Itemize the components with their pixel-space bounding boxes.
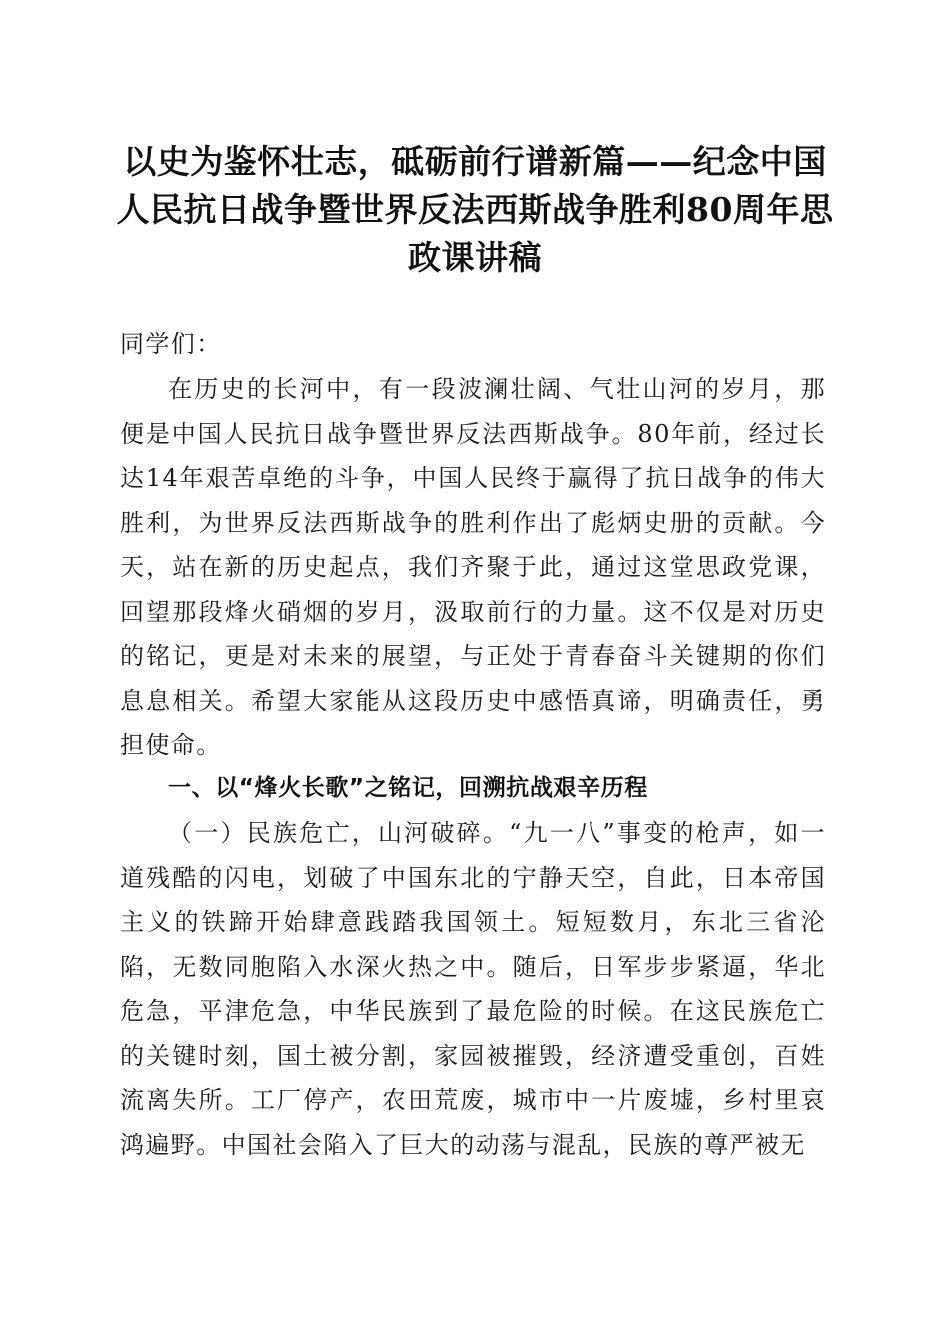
intro-paragraph: 在历史的长河中，有一段波澜壮阔、气壮山河的岁月，那便是中国人民抗日战争暨世界反法西斯战争。80年前，经过长达14年艰苦卓绝的斗争，中国人民终于赢得了抗日战争的伟大胜利，为世界反法西斯战争的胜利作出了彪炳史册的贡献。今天，站在新的历史起点，我们齐聚于此，通过这堂思政党课，回望那段烽火硝烟的岁月，汲取前行的力量。这不仅是对历史的铭记，更是对未来的展望，与正处于青春奋斗关键期的你们息息相关。希望大家能从这段历史中感悟真谛，明确责任，勇担使命。	[120, 375, 826, 759]
salutation: 同学们：	[120, 330, 222, 358]
section-heading: 一、以“烽火长歌”之铭记，回溯抗战艰辛历程	[168, 775, 648, 801]
section-paragraph: （一）民族危亡，山河破碎。“九一八”事变的枪声，如一道残酷的闪电，划破了中国东北的宁静天空，自此，日本帝国主义的铁蹄开始肆意践踏我国领土。短短数月，东北三省沦陷，无数同胞陷入水深火热之中。随后，日军步步紧逼，华北危急，平津危急，中华民族到了最危险的时候。在这民族危亡的关键时刻，国土被分割，家园被摧毁，经济遭受重创，百姓流离失所。工厂停产，农田荒废，城市中一片废墟，乡村里哀鸿遍野。中国社会陷入了巨大的动荡与混乱，民族的尊严被无	[120, 819, 826, 1159]
document-title: 以史为鉴怀壮志，砥砺前行谱新篇——纪念中国人民抗日战争暨世界反法西斯战争胜利80周年思政课讲稿	[116, 142, 834, 277]
